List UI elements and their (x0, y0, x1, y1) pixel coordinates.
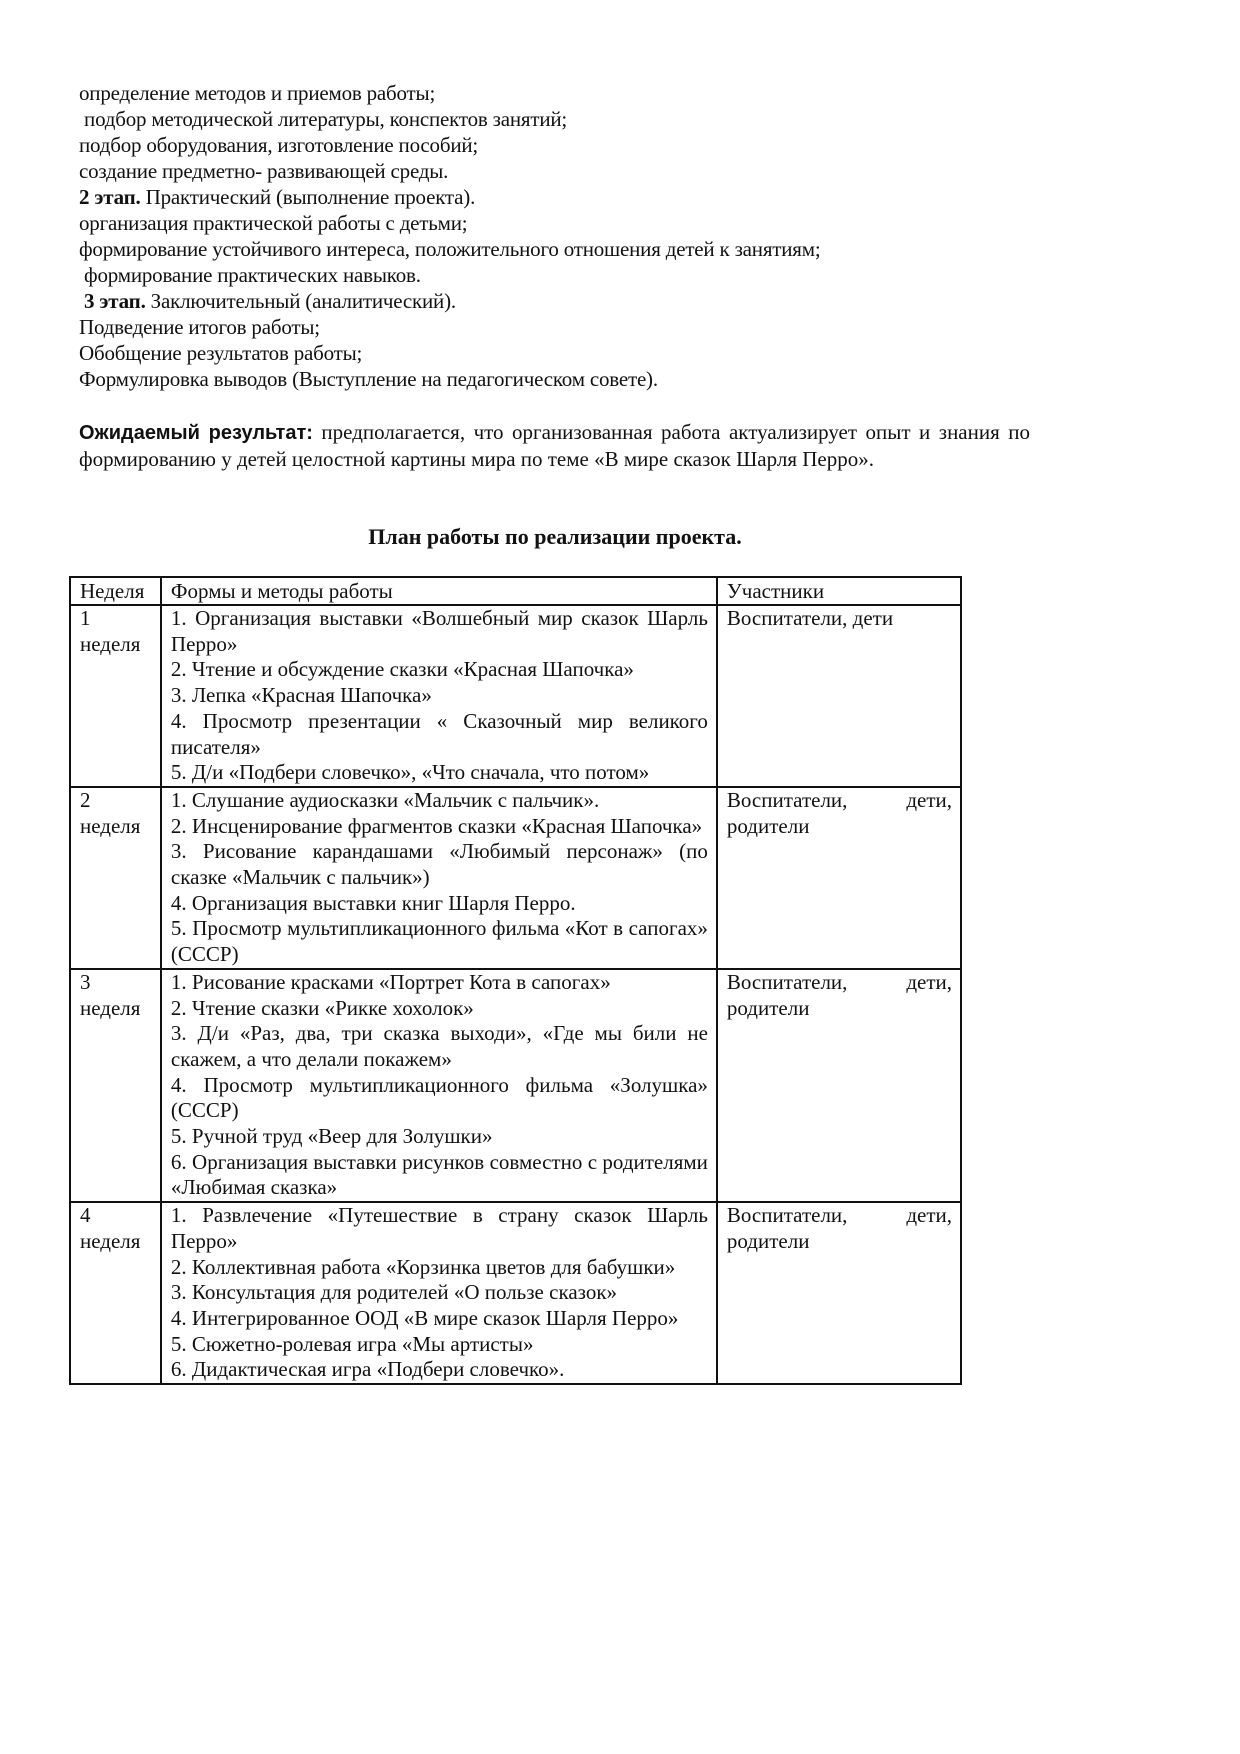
week-cell (70, 605, 161, 787)
week-number: 4 (80, 1203, 91, 1228)
stage-line-text: формирование практических навыков. (79, 263, 421, 287)
week-cell (70, 1202, 161, 1384)
method-item: 5. Сюжетно-ролевая игра «Мы артисты» (170, 1331, 534, 1356)
header-methods: Формы и методы работы (161, 577, 717, 605)
week-cell (70, 787, 161, 969)
method-item: 2. Коллективная работа «Корзинка цветов для бабушки» (170, 1254, 676, 1279)
method-item: 5. Просмотр мультипликационного фильма «Кот в сапогах» (СССР) (170, 916, 708, 967)
method-item: 6. Организация выставки рисунков совместно с родителями «Любимая сказка» (170, 1149, 708, 1200)
plan-table (69, 576, 962, 1385)
week-label: неделя (80, 995, 141, 1020)
table-header-row (70, 577, 961, 605)
stage-line (79, 340, 362, 366)
participants-cell (717, 969, 961, 1202)
plan-title: План работы по реализации проекта. (368, 524, 742, 549)
method-item: 3. Консультация для родителей «О пользе сказок» (170, 1280, 618, 1305)
week-number: 1 (80, 606, 91, 630)
participants-text: Воспитатели, дети, родители (726, 787, 952, 838)
stage-line (79, 106, 567, 132)
method-item: 4. Организация выставки книг Шарля Перро. (170, 890, 576, 915)
stage-line (79, 210, 467, 236)
week-label: неделя (80, 1228, 141, 1253)
method-item: 1. Организация выставки «Волшебный мир сказок Шарль Перро» (170, 606, 708, 656)
stage-heading-3 (79, 288, 456, 314)
table-row (70, 969, 961, 1202)
stage-line-text: подбор методической литературы, конспектов занятий; (79, 107, 568, 131)
stage-line (79, 262, 421, 288)
table-row (70, 1202, 961, 1384)
week-label: неделя (80, 631, 141, 656)
stage-line (79, 366, 658, 392)
method-item: 4. Интегрированное ООД «В мире сказок Шарля Перро» (170, 1305, 679, 1330)
week-number: 2 (80, 787, 91, 812)
method-item: 2. Чтение сказки «Рикке хохолок» (170, 995, 474, 1020)
stage-line (79, 158, 448, 184)
method-item: 2. Чтение и обсуждение сказки «Красная Шапочка» (170, 657, 634, 682)
stage-heading-2 (79, 184, 475, 210)
stage-line (79, 236, 820, 262)
stage-line-text: организация практической работы с детьми; (79, 211, 468, 235)
header-participants: Участники (717, 577, 961, 605)
week-label: неделя (80, 813, 141, 838)
methods-cell (161, 1202, 717, 1384)
table-row (70, 605, 961, 787)
stage-line (79, 80, 435, 106)
table-row (70, 787, 961, 969)
stage-line-bold: 3 этап. (79, 289, 146, 313)
stage-line-text: Практический (выполнение проекта). (140, 185, 476, 209)
stage-line-text: Заключительный (аналитический). (145, 289, 456, 313)
stage-line-text: Обобщение результатов работы; (79, 341, 363, 365)
participants-text: Воспитатели, дети, родители (726, 1203, 952, 1253)
expected-result-paragraph (79, 419, 1030, 472)
method-item: 5. Ручной труд «Веер для Золушки» (170, 1124, 493, 1149)
stage-line-text: создание предметно- развивающей среды. (79, 159, 449, 183)
stage-line-text: определение методов и приемов работы; (79, 81, 436, 105)
stage-line-bold: 2 этап. (79, 185, 141, 209)
stage-line-text: подбор оборудования, изготовление пособий; (79, 133, 479, 157)
participants-cell (717, 605, 961, 787)
participants-cell (717, 787, 961, 969)
participants-text: Воспитатели, дети (726, 606, 894, 630)
method-item: 3. Лепка «Красная Шапочка» (170, 683, 432, 708)
method-item: 1. Слушание аудиосказки «Мальчик с пальчик». (170, 787, 600, 812)
stage-line-text: формирование устойчивого интереса, положительного отношения детей к занятиям; (79, 237, 821, 261)
method-item: 1. Развлечение «Путешествие в страну сказок Шарль Перро» (170, 1203, 708, 1253)
method-item: 3. Д/и «Раз, два, три сказка выходи», «Где мы били не скажем, а что делали покажем» (170, 1021, 708, 1071)
stage-line (79, 132, 478, 158)
method-item: 1. Рисование красками «Портрет Кота в сапогах» (170, 969, 611, 994)
methods-cell (161, 787, 717, 969)
method-item: 3. Рисование карандашами «Любимый персонаж» (по сказке «Мальчик с пальчик») (170, 839, 708, 890)
stage-line (79, 314, 320, 340)
expected-result-text: предполагается, что организованная работа актуализирует опыт и знания по формированию у детей целостной картины мира по теме «В мире сказок Шарля Перро». (79, 420, 1030, 471)
header-week: Неделя (70, 577, 161, 605)
stage-line-text: Подведение итогов работы; (79, 315, 320, 339)
method-item: 4. Просмотр презентации « Сказочный мир великого писателя» (170, 708, 708, 759)
methods-cell (161, 605, 717, 787)
participants-text: Воспитатели, дети, родители (726, 969, 952, 1020)
method-item: 4. Просмотр мультипликационного фильма «Золушка» (СССР) (170, 1072, 708, 1123)
week-number: 3 (80, 969, 91, 994)
methods-cell (161, 969, 717, 1202)
method-item: 2. Инсценирование фрагментов сказки «Красная Шапочка» (170, 813, 703, 838)
method-item: 5. Д/и «Подбери словечко», «Что сначала, что потом» (170, 760, 650, 785)
week-cell (70, 969, 161, 1202)
stage-line-text: Формулировка выводов (Выступление на педагогическом совете). (79, 367, 658, 391)
participants-cell (717, 1202, 961, 1384)
method-item: 6. Дидактическая игра «Подбери словечко». (170, 1357, 565, 1382)
expected-result-label: Ожидаемый результат: (79, 422, 313, 444)
